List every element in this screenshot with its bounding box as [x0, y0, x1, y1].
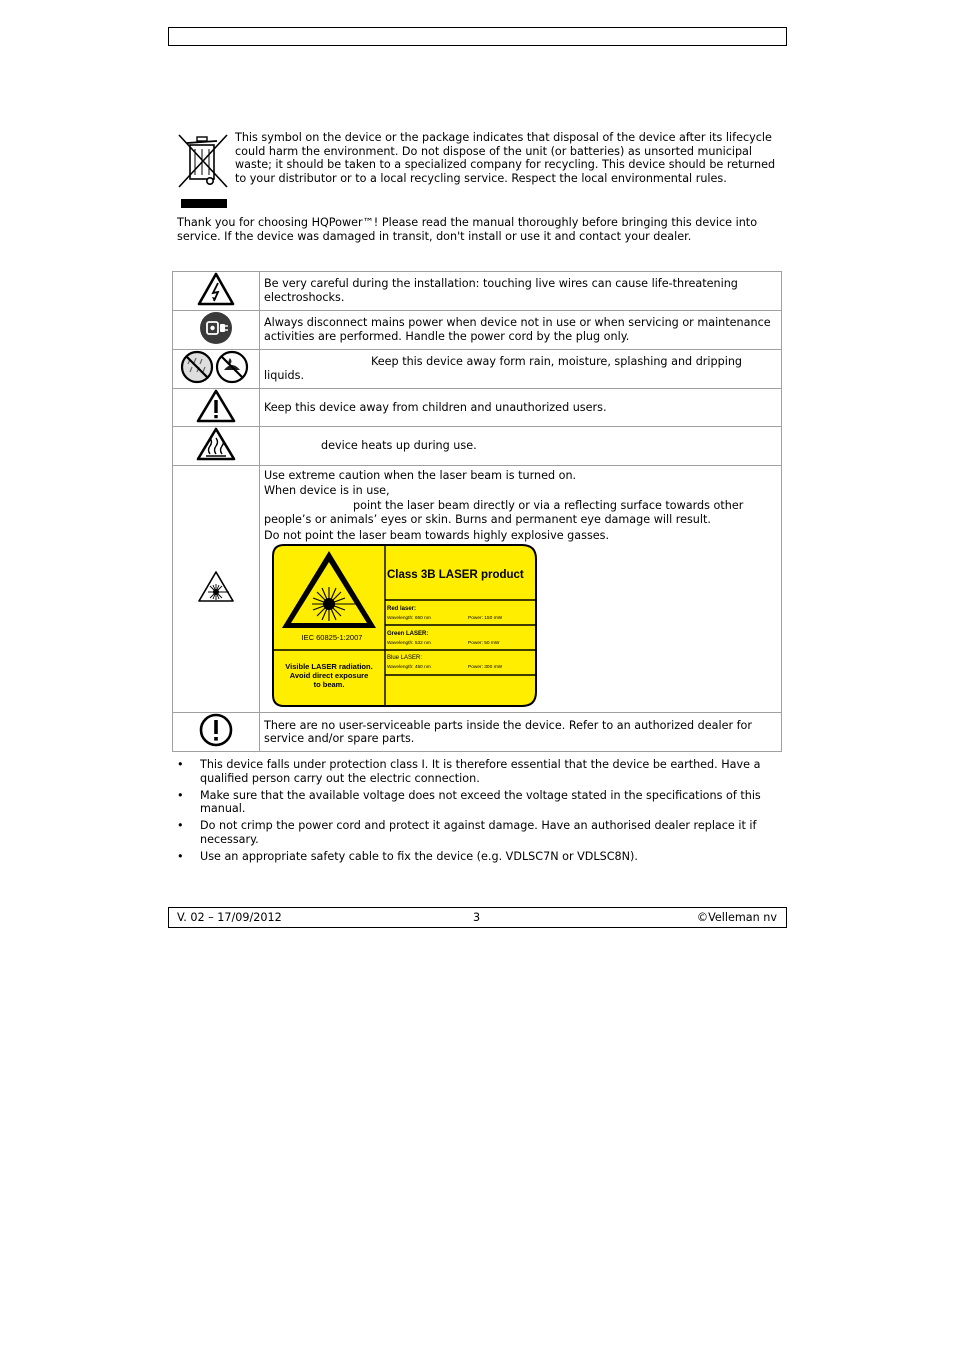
warning-exclamation-icon: [196, 389, 236, 423]
bullet-marker: •: [177, 788, 184, 802]
safety-row: [173, 713, 782, 752]
attention-exclamation-circle-icon: [199, 713, 233, 747]
bullet-marker: •: [177, 819, 184, 833]
page-footer: [168, 907, 787, 928]
safety-row: [173, 272, 782, 311]
blue-laser-power: Power: 300 mW: [468, 665, 503, 671]
intro-paragraph: Thank you for choosing HQPower™! Please read the manual thoroughly before bringing this device into service. If the device was damaged in transit, don't install or use it and contact your dealer.: [177, 216, 758, 243]
bullet-marker: •: [177, 758, 184, 771]
laser-warning-icon: [196, 570, 236, 604]
safety-text-heat: device heats up during use.: [260, 427, 782, 466]
green-laser-power: Power: 50 mW: [468, 641, 500, 647]
safety-text-children: Keep this device away from children and unauthorized users.: [260, 388, 782, 427]
red-laser-power: Power: 150 mW: [468, 616, 503, 622]
laser-label-title: Class 3B LASER product: [387, 569, 524, 582]
red-laser-name: Red laser:: [387, 606, 417, 613]
safety-row: [173, 310, 782, 349]
laser-label-warning-3: to beam.: [313, 680, 345, 690]
list-item: • This device falls under protection class I. It is therefore essential that the device be earthed. Have a qualified person carry out the electric connection.: [177, 758, 761, 785]
laser-class-label: [272, 544, 538, 707]
weee-text: This symbol on the device or the package indicates that disposal of the device after its lifecycle could harm the environment. Do not dispose of the unit (or batteries) as unsorted municipal waste; it should be taken to a specialized company for recycling. This device should be returned to your distributor or to a local recycling service. Respect the local environmental rules.: [235, 131, 776, 185]
laser-line-3a: point the laser beam directly or via a reflecting surface towards other: [353, 499, 744, 513]
disconnect-mains-icon: [199, 311, 233, 345]
electrical-hazard-icon: [197, 272, 235, 306]
laser-line-2: When device is in use,: [264, 483, 390, 497]
crossed-out-wheelie-bin-icon: [177, 131, 229, 211]
list-item: • Make sure that the available voltage does not exceed the voltage stated in the specifications of this manual.: [177, 788, 761, 816]
list-item: • Use an appropriate safety cable to fix the device (e.g. VDLSC7N or VDLSC8N).: [177, 850, 638, 864]
safety-row: [173, 466, 782, 713]
no-rain-icon: [180, 350, 252, 384]
footer-page-number: 3: [473, 911, 481, 924]
green-laser-name: Green LASER:: [387, 631, 429, 638]
blue-laser-wavelength: Wavelength: 450 nm: [387, 665, 431, 671]
list-item: • Do not crimp the power cord and protect it against damage. Have an authorised dealer replace it if necessary.: [177, 819, 757, 846]
safety-bullet-list: [177, 758, 777, 867]
safety-text-moisture: Keep this device away form rain, moisture, splashing and dripping liquids.: [260, 349, 782, 388]
footer-copyright: ©Velleman nv: [696, 911, 777, 924]
safety-row: [173, 427, 782, 466]
safety-row: [173, 388, 782, 427]
laser-line-1: Use extreme caution when the laser beam is turned on.: [264, 469, 577, 483]
header-box: [168, 27, 787, 46]
safety-row: [173, 349, 782, 388]
blue-laser-name: Blue LASER:: [387, 655, 423, 662]
footer-version: V. 02 – 17/09/2012: [177, 911, 282, 924]
laser-label-warning-2: Avoid direct exposure: [289, 671, 369, 681]
laser-label-standard: IEC 60825-1:2007: [301, 633, 363, 643]
safety-text-mains: Always disconnect mains power when device not in use or when servicing or maintenance activities are performed. Handle the power cord by the plug only.: [260, 310, 782, 349]
green-laser-wavelength: Wavelength: 532 nm: [387, 641, 431, 647]
hot-surface-icon: [196, 427, 236, 461]
red-laser-wavelength: Wavelength: 650 nm: [387, 616, 431, 622]
laser-label-warning-1: Visible LASER radiation.: [285, 662, 373, 672]
laser-line-3b: people’s or animals’ eyes or skin. Burns and permanent eye damage will result.: [264, 512, 711, 526]
safety-text-electro: Be very careful during the installation: touching live wires can cause life-threatening electroshocks.: [260, 272, 782, 311]
safety-table: [172, 271, 782, 752]
safety-text-service: There are no user-serviceable parts inside the device. Refer to an authorized dealer for service and/or spare parts.: [260, 713, 782, 752]
bullet-marker: •: [177, 850, 184, 864]
laser-line-4: Do not point the laser beam towards highly explosive gasses.: [264, 528, 610, 542]
